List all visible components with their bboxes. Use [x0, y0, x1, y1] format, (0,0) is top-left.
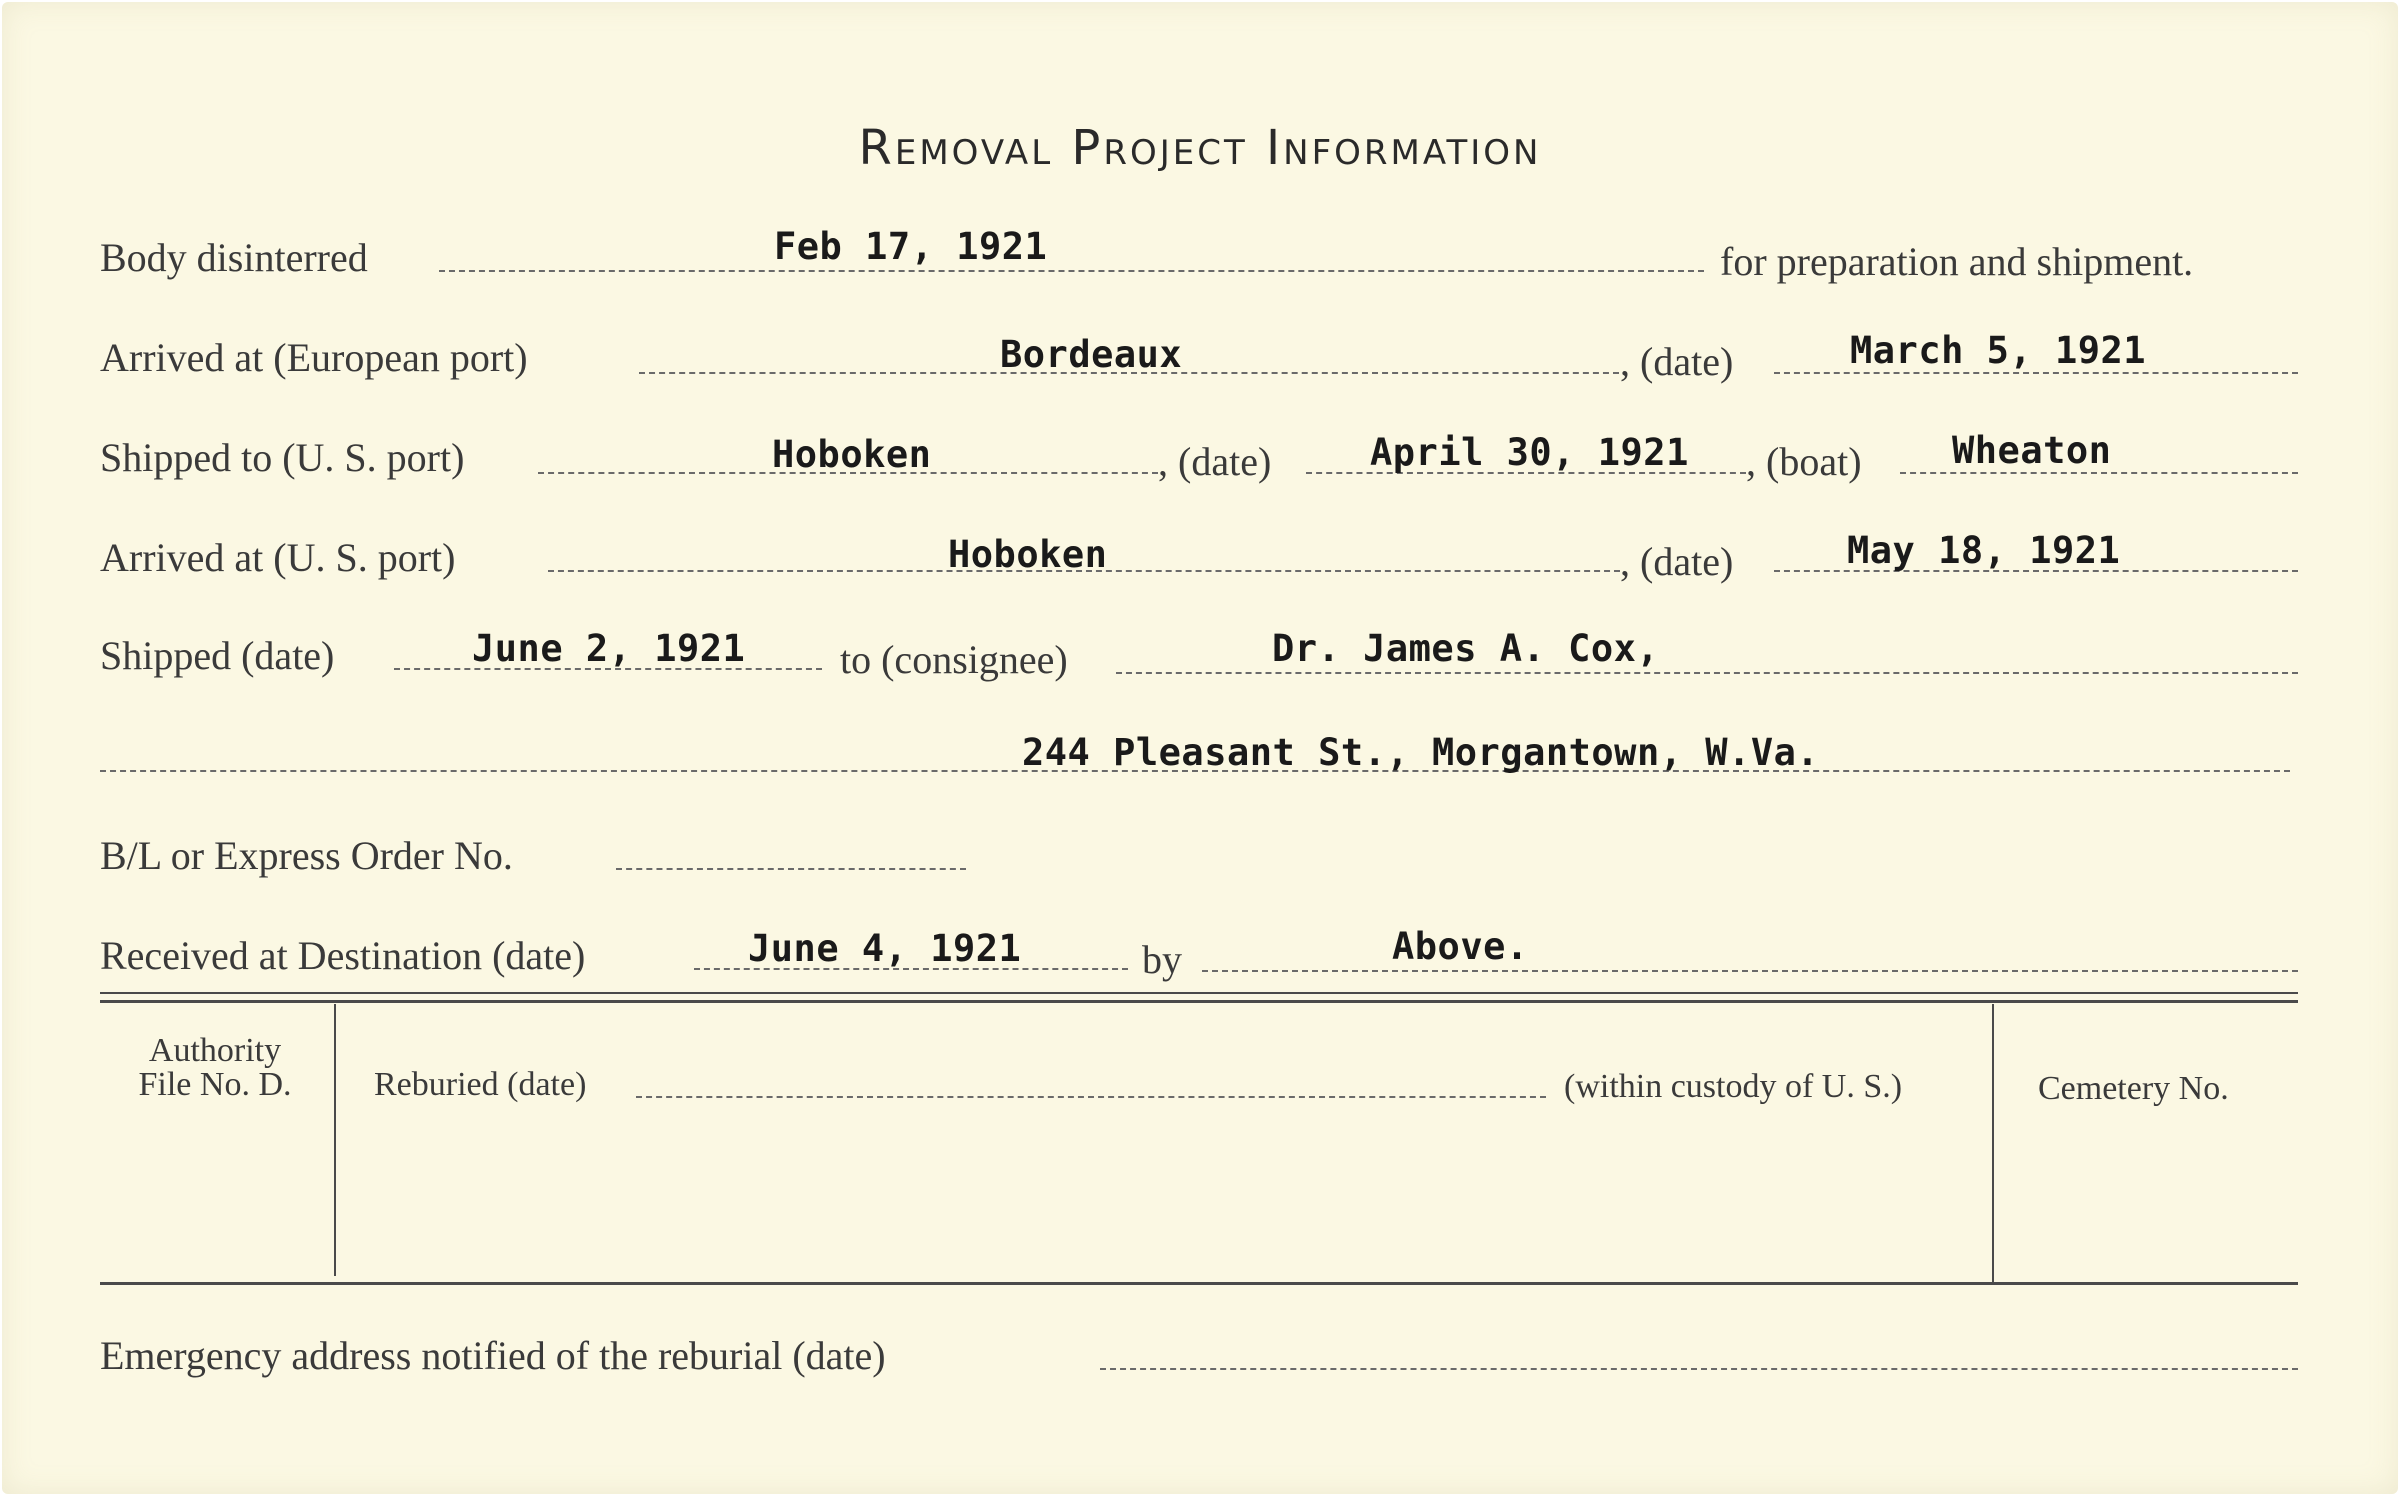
arrived-us-port: Hoboken: [948, 533, 1108, 576]
custody-label: (within custody of U. S.): [1564, 1068, 1903, 1105]
arrived-eu-date-label: , (date): [1620, 339, 1734, 384]
box-top-rule: [100, 992, 2298, 994]
disinterred-line: [439, 270, 1704, 272]
received-date: June 4, 1921: [748, 927, 1022, 970]
shipped-us-date: April 30, 1921: [1370, 431, 1689, 474]
shipped-us-label: Shipped to (U. S. port): [100, 435, 465, 480]
consignee-line: [1116, 672, 2298, 674]
received-by-label: by: [1142, 937, 1182, 982]
arrived-eu-label: Arrived at (European port): [100, 335, 528, 380]
arrived-us-date: May 18, 1921: [1847, 529, 2121, 572]
received-by: Above.: [1392, 925, 1529, 968]
reburied-label: Reburied (date): [374, 1066, 587, 1103]
disinterred-value: Feb 17, 1921: [774, 225, 1048, 268]
shipped-date: June 2, 1921: [472, 627, 746, 670]
shipped-date-label: Shipped (date): [100, 633, 335, 678]
shipped-us-port: Hoboken: [772, 433, 932, 476]
disinterred-suffix: for preparation and shipment.: [1720, 239, 2194, 284]
box-top-rule-2: [100, 1000, 2298, 1003]
emergency-label: Emergency address notified of the reburial (date): [100, 1333, 886, 1378]
arrived-us-label: Arrived at (U. S. port): [100, 535, 456, 580]
received-label: Received at Destination (date): [100, 933, 586, 978]
disinterred-label: Body disinterred: [100, 235, 368, 280]
form-title: Removal Project Information: [858, 120, 1542, 176]
reburied-line: [636, 1096, 1546, 1098]
arrived-eu-date: March 5, 1921: [1850, 329, 2147, 372]
arrived-us-date-label: , (date): [1620, 539, 1734, 584]
removal-project-card: [2, 2, 2398, 1494]
bl-line: [616, 868, 966, 870]
authority-label-2: File No. D.: [138, 1066, 292, 1103]
emergency-line: [1100, 1368, 2298, 1370]
box-divider-left: [334, 1004, 336, 1276]
box-bottom-rule: [100, 1282, 2298, 1285]
consignee-address: 244 Pleasant St., Morgantown, W.Va.: [1022, 731, 1820, 774]
consignee-value: Dr. James A. Cox,: [1272, 627, 1660, 670]
consignee-label: to (consignee): [840, 637, 1068, 682]
shipped-us-boat: Wheaton: [1952, 429, 2112, 472]
received-by-line: [1202, 970, 2298, 972]
cemetery-label: Cemetery No.: [2038, 1070, 2229, 1107]
shipped-us-date-label: , (date): [1158, 439, 1272, 484]
box-divider-right: [1992, 1004, 1994, 1282]
arrived-eu-port: Bordeaux: [1000, 333, 1183, 376]
arrived-eu-date-line: [1774, 372, 2298, 374]
bl-label: B/L or Express Order No.: [100, 833, 513, 878]
shipped-us-boat-label: , (boat): [1746, 439, 1862, 484]
authority-label-1: Authority: [148, 1032, 282, 1069]
shipped-us-boat-line: [1900, 472, 2298, 474]
